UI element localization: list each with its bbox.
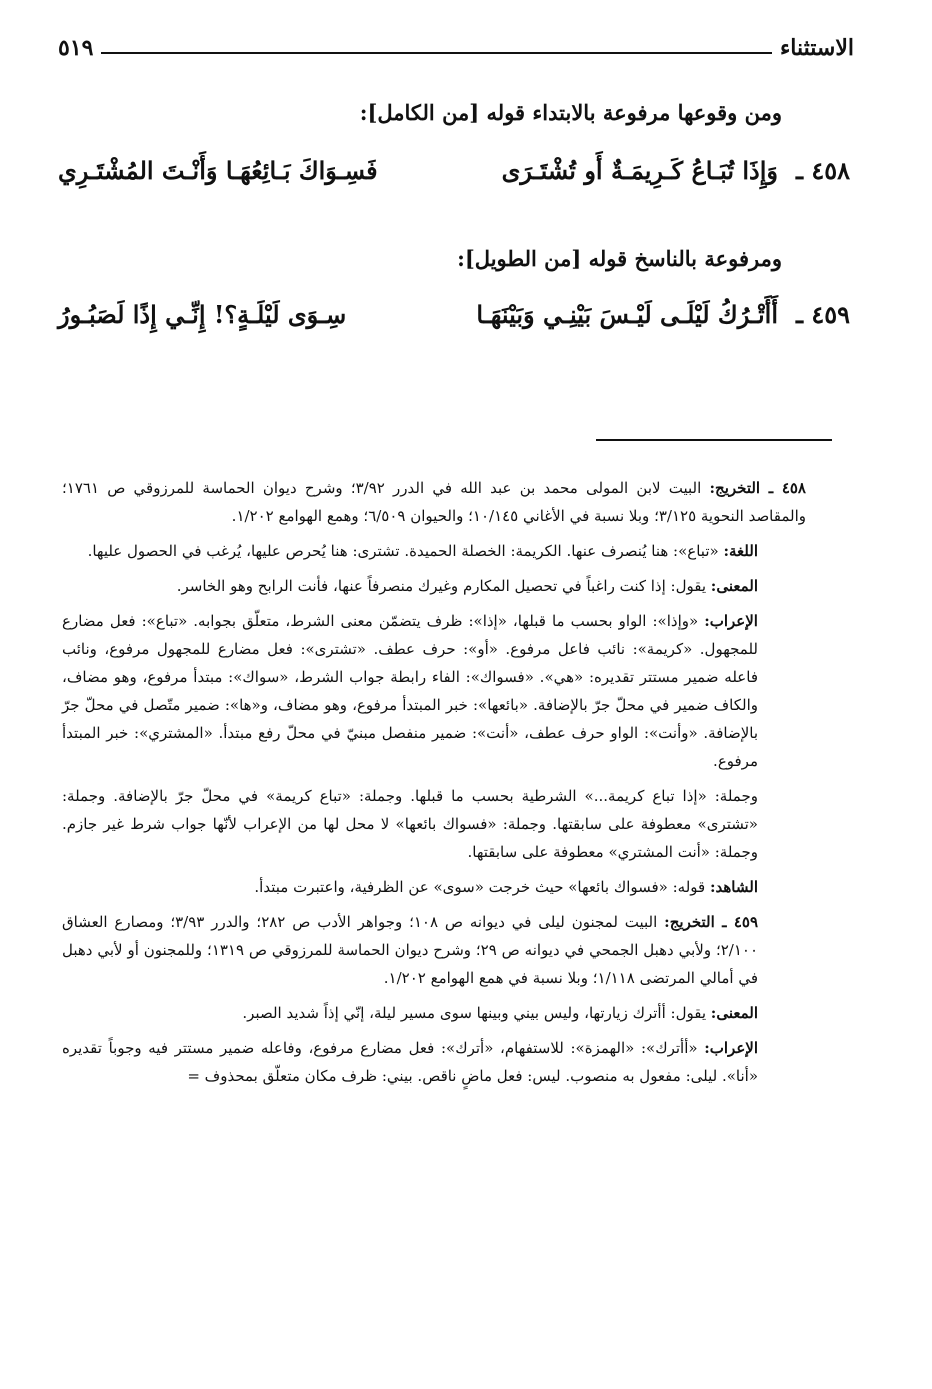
footnote-458-mana — [62, 572, 806, 600]
footnote-separator — [596, 439, 832, 441]
intro-458: ومن وقوعها مرفوعة بالابتداء قوله [من الكامل]: — [359, 100, 782, 125]
page-number: ٥١٩ — [58, 35, 94, 61]
verse-458-number: ٤٥٨ ـ — [795, 156, 850, 185]
verse-459-hemistich-2: سِـوَى لَيْلَـةٍ؟! إِنِّـي إِذًا لَصَبُـورُ — [58, 300, 347, 329]
intro-459: ومرفوعة بالناسخ قوله [من الطويل]: — [457, 246, 782, 271]
label-takhrij-459: ٤٥٩ ـ التخريج: — [664, 913, 758, 931]
verse-458-hemistich-2: فَسِـوَاكَ بَـائِعُهَـا وَأَنْـتَ المُشْتَـرِي — [58, 156, 378, 185]
footnote-458-lugha — [62, 537, 806, 565]
text-jumal-458: وجملة: «إذا تباع كريمة...» الشرطية بحسب ما قبلها. وجملة: «تباع كريمة» في محلّ جرّ بالإضافة. وجملة: «تشترى» معطوفة على سابقتها. وجملة: «فسواك بائعها» لا محل لها من الإعراب لأنّها جواب شرط غير جازم. وجملة: «أنت المشتري» معطوفة على سابقتها. — [62, 787, 758, 861]
label-takhrij-458: ٤٥٨ ـ التخريج: — [709, 479, 806, 497]
verse-458 — [58, 156, 850, 200]
text-shahid-458: قوله: «فسواك بائعها» حيث خرجت «سوى» عن الظرفية، واعتبرت مبتدأ. — [254, 878, 706, 896]
verse-459-hemistich-1: أَأَتْـرُكُ لَيْلَـى لَيْـسَ بَيْنِـي وَبَيْنَهَـا — [476, 300, 778, 329]
text-mana-459: يقول: أأترك زيارتها، وليس بيني وبينها سوى مسير ليلة، إنّي إذاً شديد الصبر. — [242, 1004, 706, 1022]
footnote-459-takhrij — [62, 908, 806, 992]
label-shahid-458: الشاهد: — [709, 878, 758, 896]
footnotes — [62, 474, 806, 1097]
text-takhrij-459: البيت لمجنون ليلى في ديوانه ص ١٠٨؛ وجواهر الأدب ص ٢٨٢؛ والدرر ٣/٩٣؛ ومصارع العشاق ٢/١٠٠؛ ولأبي دهبل الجمحي في ديوانه ص ٢٩؛ وشرح ديوان الحماسة للمرزوقي ص ١٣١٩؛ وللمجنون أو لأبي دهبل في أمالي المرتضى ١/١١٨؛ وبلا نسبة في همع الهوامع ١/٢٠٢. — [62, 913, 758, 987]
verse-459-number: ٤٥٩ ـ — [795, 300, 850, 329]
footnote-458-takhrij — [62, 474, 806, 530]
verse-459 — [58, 300, 850, 344]
header-rule — [101, 52, 771, 54]
footnote-458-irab — [62, 607, 806, 775]
label-mana-459: المعنى: — [710, 1004, 758, 1022]
footnote-459-irab — [62, 1034, 806, 1090]
text-takhrij-458: البيت لابن المولى محمد بن عبد الله في الدرر ٣/٩٢؛ وشرح ديوان الحماسة للمرزوقي ص ١٧٦١؛ والمقاصد النحوية ٣/١٢٥؛ وبلا نسبة في الأغاني ١٠/١٤٥؛ والحيوان ٦/٥٠٩؛ وهمع الهوامع ١/٢٠٢. — [62, 479, 806, 525]
chapter-title: الاستثناء — [779, 35, 854, 61]
label-lugha-458: اللغة: — [723, 542, 758, 560]
label-irab-459: الإعراب: — [704, 1039, 758, 1057]
footnote-458-shahid — [62, 873, 806, 901]
text-irab-459: «أأترك»: «الهمزة»: للاستفهام، «أترك»: فعل مضارع مرفوع، وفاعله ضمير مستتر فيه وجوباً تقديره «أنا». ليلى: مفعول به منصوب. ليس: فعل ماضٍ ناقص. بيني: ظرف مكان متعلّق بمحذوف = — [62, 1039, 758, 1085]
text-irab-458: «وإذا»: الواو بحسب ما قبلها، «إذا»: ظرف يتضمّن معنى الشرط، متعلّق بجوابه. «تباع»: فعل مضارع للمجهول. «كريمة»: نائب فاعل مرفوع. «أو»: حرف عطف. «تشترى»: فعل مضارع للمجهول مرفوع، ونائب فاعله ضمير مستتر تقديره: «هي». «فسواك»: الفاء رابطة جواب الشرط، «سواك»: مبتدأ مرفوع، وهو مضاف، والكاف ضمير في محلّ جرّ بالإضافة. «بائعها»: خبر المبتدأ مرفوع، وهو مضاف، و«ها»: ضمير متّصل في محلّ جرّ بالإضافة. «وأنت»: الواو حرف عطف، «أنت»: ضمير منفصل مبنيّ في محلّ رفع مبتدأ. «المشتري»: خبر المبتدأ مرفوع. — [62, 612, 758, 770]
verse-458-hemistich-1: وَإِذَا تُبَـاعُ كَـرِيمَـةٌ أَو تُشْتَـرَى — [501, 156, 778, 185]
running-header — [58, 30, 854, 66]
footnote-459-mana — [62, 999, 806, 1027]
label-irab-458: الإعراب: — [704, 612, 758, 630]
text-lugha-458: «تباع»: هنا يُنصرف عنها. الكريمة: الخصلة الحميدة. تشترى: هنا يُحرص عليها، يُرغب في الحصول عليها. — [87, 542, 719, 560]
label-mana-458: المعنى: — [710, 577, 758, 595]
footnote-458-jumal — [62, 782, 806, 866]
text-mana-458: يقول: إذا كنت راغباً في تحصيل المكارم وغيرك منصرفاً عنها، فأنت الرابح وهو الخاسر. — [176, 577, 706, 595]
